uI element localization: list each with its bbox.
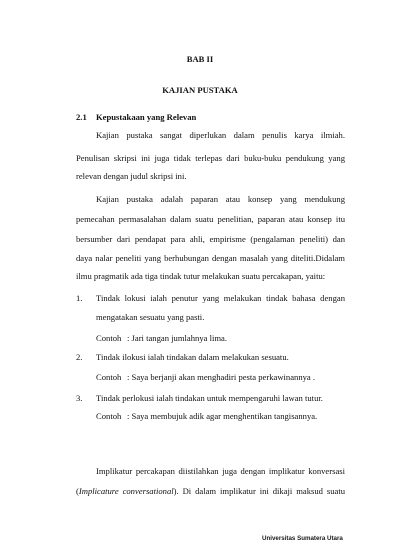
list-item-text: Tindak lokusi ialah penutur yang melakukan tindak bahasa dengan — [96, 293, 345, 303]
example-text: : Saya berjanji akan menghadiri pesta perkawinannya . — [127, 372, 316, 382]
section-number: 2.1 — [76, 112, 87, 122]
example-text: : Jari tangan jumlahnya lima. — [127, 333, 227, 343]
example-text: : Saya membujuk adik agar menghentikan tangisannya. — [127, 411, 318, 421]
paragraph3-line1: Implikatur percakapan diistilahkan juga dengan implikatur konversasi — [96, 466, 345, 476]
list-item-text: Tindak perlokusi ialah tindakan untuk mempengaruhi lawan tutur. — [96, 393, 323, 403]
example-label: Contoh — [96, 372, 122, 382]
italic-term: Implicature conversational — [78, 486, 174, 496]
example-label: Contoh — [96, 411, 122, 421]
paragraph2-line1: Kajian pustaka adalah paparan atau konsep yang mendukung — [96, 194, 345, 204]
footer-university: Universitas Sumatera Utara — [262, 535, 343, 542]
paragraph2-line5: ilmu pragmatik ada tiga tindak tutur melakukan suatu percakapan, yaitu: — [76, 271, 326, 281]
chapter-label: BAB II — [186, 54, 214, 64]
list-item-number: 3. — [76, 393, 83, 403]
list-item-number: 2. — [76, 352, 83, 362]
section-title: Kepustakaan yang Relevan — [96, 112, 197, 122]
paragraph1-line1: Kajian pustaka sangat diperlukan dalam penulis karya ilmiah. — [96, 130, 345, 140]
list-item-text-continued: mengatakan sesuatu yang pasti. — [96, 312, 205, 322]
paragraph2-line3: bersumber dari pendapat para ahli, empirisme (pengalaman peneliti) dan — [76, 234, 345, 244]
list-item-text: Tindak ilokusi ialah tindakan dalam melakukan sesuatu. — [96, 352, 289, 362]
paragraph1-line3: relevan dengan judul skripsi ini. — [76, 171, 187, 181]
paragraph2-line4: daya nalar peneliti yang berhubungan dengan masalah yang diteliti.Didalam — [76, 253, 345, 263]
chapter-title: KAJIAN PUSTAKA — [162, 85, 238, 95]
paragraph1-line2: Penulisan skripsi ini juga tidak terlepas dari buku-buku pendukung yang — [76, 153, 345, 163]
example-label: Contoh — [96, 333, 122, 343]
list-item-number: 1. — [76, 293, 83, 303]
paragraph2-line2: pemecahan permasalahan dalam suatu penelitian, paparan atau konsep itu — [76, 214, 345, 224]
paragraph3-line2: (Implicature conversational). Di dalam implikatur ini dikaji maksud suatu — [76, 486, 346, 496]
